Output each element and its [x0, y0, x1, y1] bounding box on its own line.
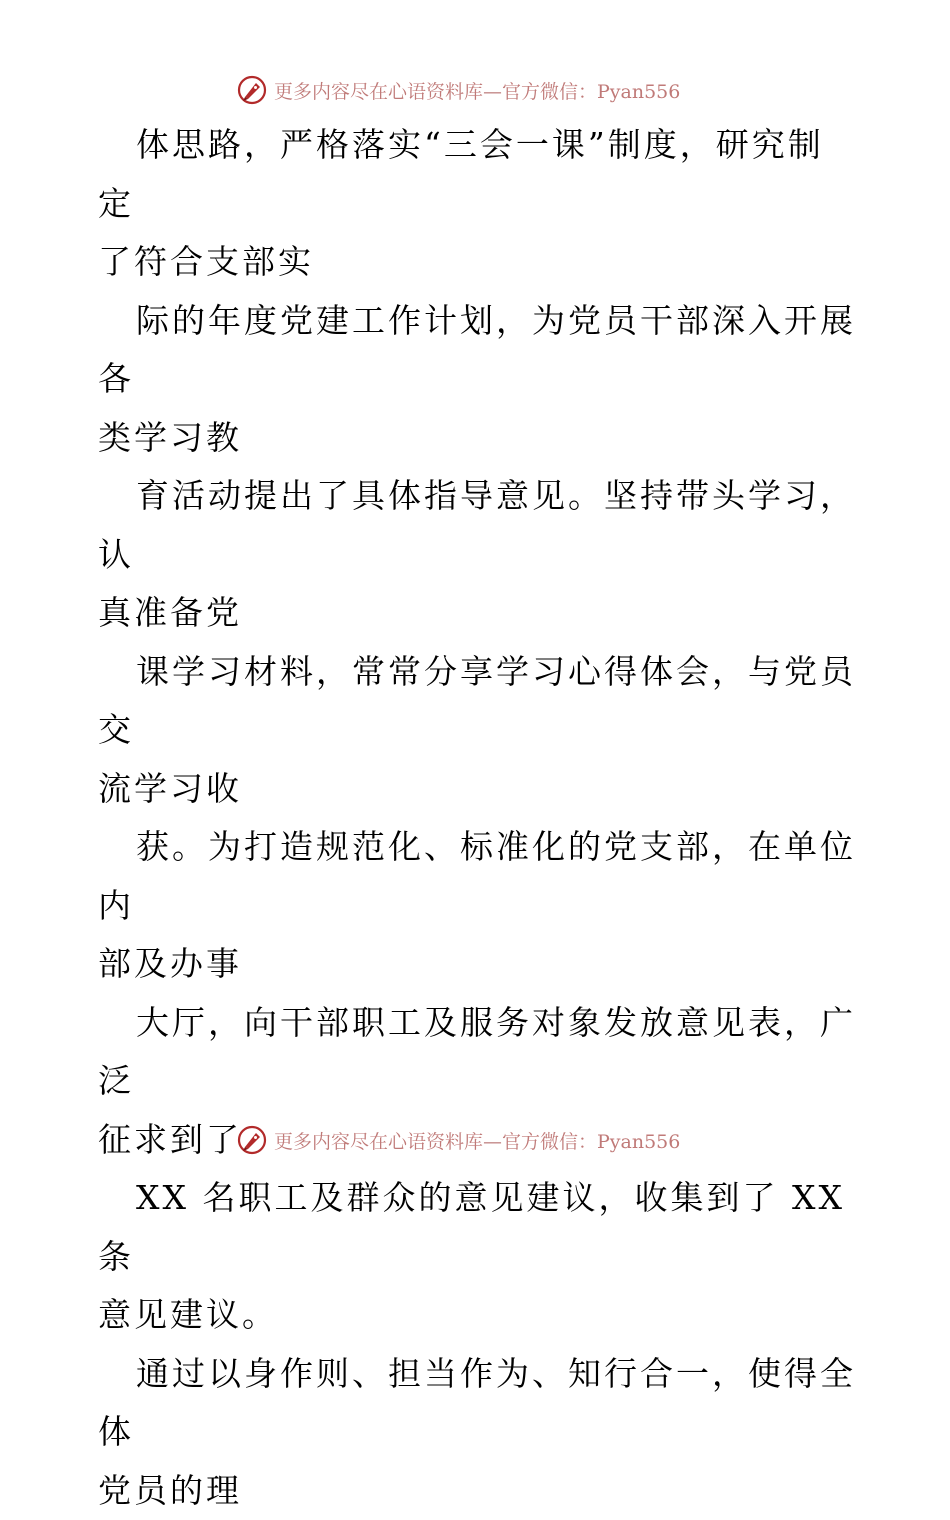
- paragraph: 际的年度党建工作计划，为党员干部深入开展各 类学习教: [98, 292, 858, 468]
- watermark-text: 更多内容尽在心语资料库—官方微信：Pyan556: [274, 77, 680, 104]
- paragraph: 通过以身作则、担当作为、知行合一，使得全体 党员的理: [98, 1345, 858, 1520]
- paragraph: 大厅，向干部职工及服务对象发放意见表，广泛 征求到了: [98, 994, 858, 1170]
- header-watermark: [236, 72, 680, 108]
- paragraph: XX 名职工及群众的意见建议，收集到了 XX 条 意见建议。: [98, 1169, 858, 1345]
- paragraph: 课学习材料，常常分享学习心得体会，与党员交 流学习收: [98, 643, 858, 819]
- footer-watermark: [236, 1122, 680, 1158]
- paragraph: 育活动提出了具体指导意见。坚持带头学习，认 真准备党: [98, 467, 858, 643]
- document-body: [98, 116, 858, 1520]
- pen-nib-logo-icon: [236, 74, 268, 106]
- paragraph: 获。为打造规范化、标准化的党支部，在单位内 部及办事: [98, 818, 858, 994]
- watermark-text: 更多内容尽在心语资料库—官方微信：Pyan556: [274, 1127, 680, 1154]
- paragraph: 体思路，严格落实“三会一课”制度，研究制定 了符合支部实: [98, 116, 858, 292]
- pen-nib-logo-icon: [236, 1124, 268, 1156]
